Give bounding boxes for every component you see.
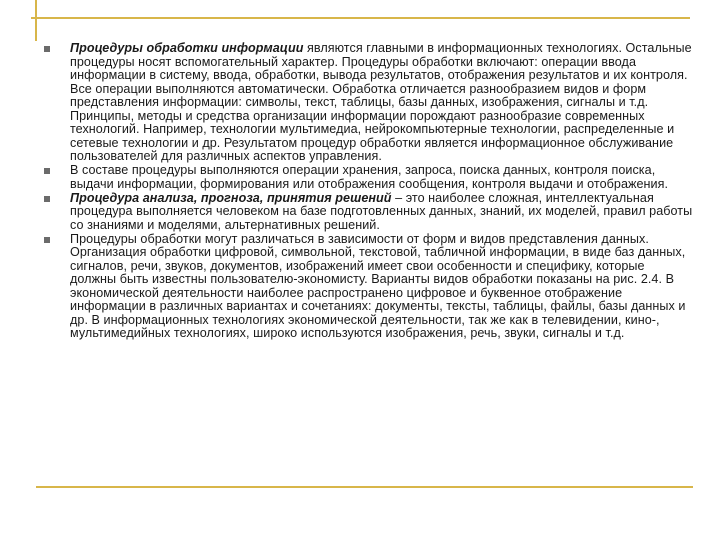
bullet-paragraph — [70, 192, 694, 233]
bullet-item — [44, 192, 694, 233]
bullet-paragraph — [70, 164, 694, 191]
top-accent-rule — [31, 17, 690, 19]
bottom-accent-rule — [36, 486, 693, 488]
bullet-marker-icon — [44, 168, 50, 174]
bullet-marker-icon — [44, 237, 50, 243]
bullet-item — [44, 42, 694, 164]
bullet-item — [44, 233, 694, 341]
bullet-paragraph — [70, 233, 694, 341]
bullet-text: являются главными в информационных технологиях. Остальные процедуры носят вспомогательный характер. Процедуры обработки включают: операции ввода информации в систему, ввода, обработки, вывода результатов, отображения результатов и их контроля. Все операции выполняются автоматически. Обработка отличается разнообразием видов и форм представления информации: символы, текст, таблицы, базы данных, изображения, сигналы и т.д. Принципы, методы и средства организации информации порождают разнообразие современных технологий. Например, технологии мультимедиа, нейрокомпьютерные технологии, распределенные и сетевые технологии и др. Результатом процедур обработки является информационное обслуживание пользователей для различных аспектов управления. — [70, 41, 692, 163]
slide-body — [44, 42, 694, 341]
bullet-lead-term: Процедуры обработки информации — [70, 41, 304, 55]
bullet-text: В составе процедуры выполняются операции хранения, запроса, поиска данных, контроля поиска, выдачи информации, формирования или отображения сообщения, контроля выдачи и отображения. — [70, 163, 669, 191]
bullet-text: Процедуры обработки могут различаться в зависимости от форм и видов представления данных. Организация обработки цифровой, символьной, текстовой, табличной информации, в виде баз данных, сигналов, речи, звуков, документов, изображений имеет свои особенности и специфику, которые должны быть известны пользователю-экономисту. Варианты видов обработки показаны на рис. 2.4. В экономической деятельности наиболее распространено цифровое и буквенное отображение информации в различных вариантах и сочетаниях: документы, тексты, таблицы, файлы, базы данных и др. В информационных технологиях экономической деятельности, так же как в телевидении, кино-, мультимедийных технологиях, широко используются изображения, речь, звуки, сигналы и т.д. — [70, 231, 686, 340]
bullet-paragraph — [70, 42, 694, 164]
bullet-lead-term: Процедура анализа, прогноза, принятия решений — [70, 190, 392, 205]
bullet-marker-icon — [44, 196, 50, 202]
bullet-marker-icon — [44, 46, 50, 52]
bullet-item — [44, 164, 694, 191]
bullet-text: – это наиболее сложная, интеллектуальная процедура выполняется человеком на базе подготовленных данных, знаний, их моделей, правил работы со знаниями и моделями, альтернативных решений. — [70, 190, 693, 232]
vertical-accent-rule — [35, 0, 37, 41]
